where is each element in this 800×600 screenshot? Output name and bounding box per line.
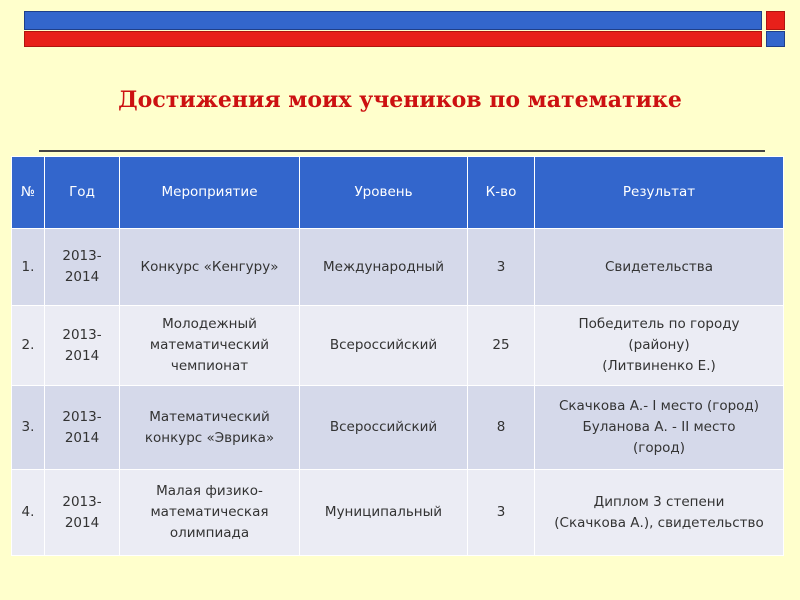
cell-line: (Скачкова А.), свидетельство xyxy=(554,514,764,531)
cell-line: 2014 xyxy=(64,269,100,285)
cell-line: Молодежный xyxy=(162,316,257,332)
cell-count: 3 xyxy=(468,470,535,556)
cell-event xyxy=(120,470,300,556)
cell-year xyxy=(45,306,120,386)
cell-count: 25 xyxy=(468,306,535,386)
cell-line: Скачкова А.- I место (город) xyxy=(558,398,760,414)
cell-line: 2013- xyxy=(62,248,102,264)
cell-line: 2014 xyxy=(64,429,100,446)
slide-title: Достижения моих учеников по математике xyxy=(118,87,682,113)
cell-line: (Литвиненко Е.) xyxy=(602,358,716,374)
cell-year xyxy=(45,229,120,306)
header-level: Уровень xyxy=(300,157,468,229)
cell-line: 2014 xyxy=(64,347,100,364)
cell-line: чемпионат xyxy=(170,358,249,374)
cell-line: Конкурс «Кенгуру» xyxy=(140,258,279,275)
cell-result xyxy=(535,470,784,556)
cell-line: олимпиада xyxy=(169,525,250,541)
cell-line: математическая xyxy=(150,504,269,520)
cell-num: 1. xyxy=(12,229,45,306)
cell-num: 4. xyxy=(12,470,45,556)
decor-square-blue xyxy=(766,31,785,47)
header-event: Мероприятие xyxy=(120,157,300,229)
cell-level: Муниципальный xyxy=(300,470,468,556)
cell-line: Буланова А. - II место xyxy=(582,419,736,435)
cell-num: 2. xyxy=(12,306,45,386)
cell-line: 2014 xyxy=(64,514,100,531)
cell-line: математический xyxy=(149,337,270,353)
cell-line: Диплом 3 степени xyxy=(593,493,725,510)
cell-level: Всероссийский xyxy=(300,306,468,386)
cell-level: Международный xyxy=(300,229,468,306)
cell-count: 8 xyxy=(468,386,535,470)
cell-line: Победитель по городу xyxy=(578,316,740,332)
header-count: К-во xyxy=(468,157,535,229)
header-year: Год xyxy=(45,157,120,229)
cell-year xyxy=(45,386,120,470)
cell-count: 3 xyxy=(468,229,535,306)
cell-num: 3. xyxy=(12,386,45,470)
decor-square-red xyxy=(766,11,785,30)
header-num: № xyxy=(12,157,45,229)
table-row xyxy=(12,470,784,556)
header-result: Результат xyxy=(535,157,784,229)
table-row xyxy=(12,229,784,306)
table-row xyxy=(12,386,784,470)
cell-line: конкурс «Эврика» xyxy=(144,429,275,446)
cell-line: Малая физико- xyxy=(156,483,263,499)
decor-bar-red xyxy=(24,31,762,47)
cell-result xyxy=(535,386,784,470)
cell-level: Всероссийский xyxy=(300,386,468,470)
cell-line: Свидетельства xyxy=(604,258,714,275)
decor-bar-blue xyxy=(24,11,762,30)
cell-event xyxy=(120,306,300,386)
cell-event xyxy=(120,229,300,306)
cell-line: 2013- xyxy=(62,326,102,343)
cell-result xyxy=(535,229,784,306)
cell-line: 2013- xyxy=(62,493,102,510)
cell-line: (город) xyxy=(632,440,686,456)
cell-line: (району) xyxy=(628,337,690,353)
achievements-table xyxy=(11,156,784,556)
cell-event xyxy=(120,386,300,470)
cell-result xyxy=(535,306,784,386)
table-header-row xyxy=(12,157,784,229)
cell-year xyxy=(45,470,120,556)
table-row xyxy=(12,306,784,386)
cell-line: Математический xyxy=(149,408,270,425)
cell-line: 2013- xyxy=(62,408,102,425)
title-underline xyxy=(39,150,765,152)
